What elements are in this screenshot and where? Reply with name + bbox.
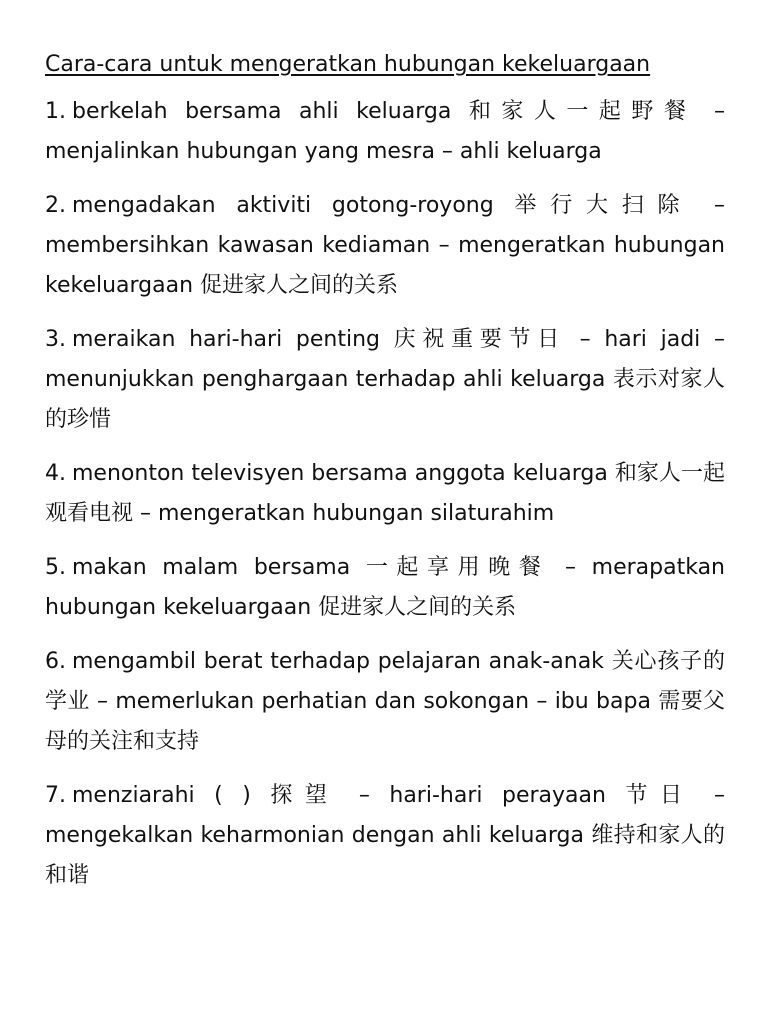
item-text: mengadakan aktiviti gotong-royong 举行大扫除 – membersihkan kawasan kediaman – mengeratkan hubungan kekeluargaan 促进家人之间的关系 (45, 193, 725, 298)
item-text: makan malam bersama 一起享用晚餐 – merapatkan hubungan kekeluargaan 促进家人之间的关系 (45, 555, 725, 620)
item-text: menziarahi ( ) 探望 – hari-hari perayaan 节日 – mengekalkan keharmonian dengan ahli keluarga 维持和家人的和谐 (45, 783, 725, 888)
item-number: 7. (45, 783, 66, 808)
item-number: 4. (45, 461, 66, 486)
document-page (45, 46, 725, 910)
item-text: berkelah bersama ahli keluarga 和家人一起野餐 – menjalinkan hubungan yang mesra – ahli keluarga (45, 99, 725, 164)
list-item (45, 548, 725, 628)
list-item (45, 776, 725, 896)
list-item (45, 186, 725, 306)
item-number: 6. (45, 649, 66, 674)
list-item (45, 642, 725, 762)
item-number: 1. (45, 99, 66, 124)
item-text: menonton televisyen bersama anggota keluarga 和家人一起观看电视 – mengeratkan hubungan silaturahim (45, 461, 725, 526)
list-item (45, 92, 725, 172)
item-text: mengambil berat terhadap pelajaran anak-anak 关心孩子的学业 – memerlukan perhatian dan sokongan – ibu bapa 需要父母的关注和支持 (45, 649, 725, 754)
item-number: 2. (45, 193, 66, 218)
item-text: meraikan hari-hari penting 庆祝重要节日 – hari jadi – menunjukkan penghargaan terhadap ahli keluarga 表示对家人的珍惜 (45, 327, 725, 432)
document-title: Cara-cara untuk mengeratkan hubungan kekeluargaan (45, 52, 651, 77)
item-number: 5. (45, 555, 66, 580)
list-item (45, 454, 725, 534)
item-list (45, 92, 725, 896)
item-number: 3. (45, 327, 66, 352)
list-item (45, 320, 725, 440)
